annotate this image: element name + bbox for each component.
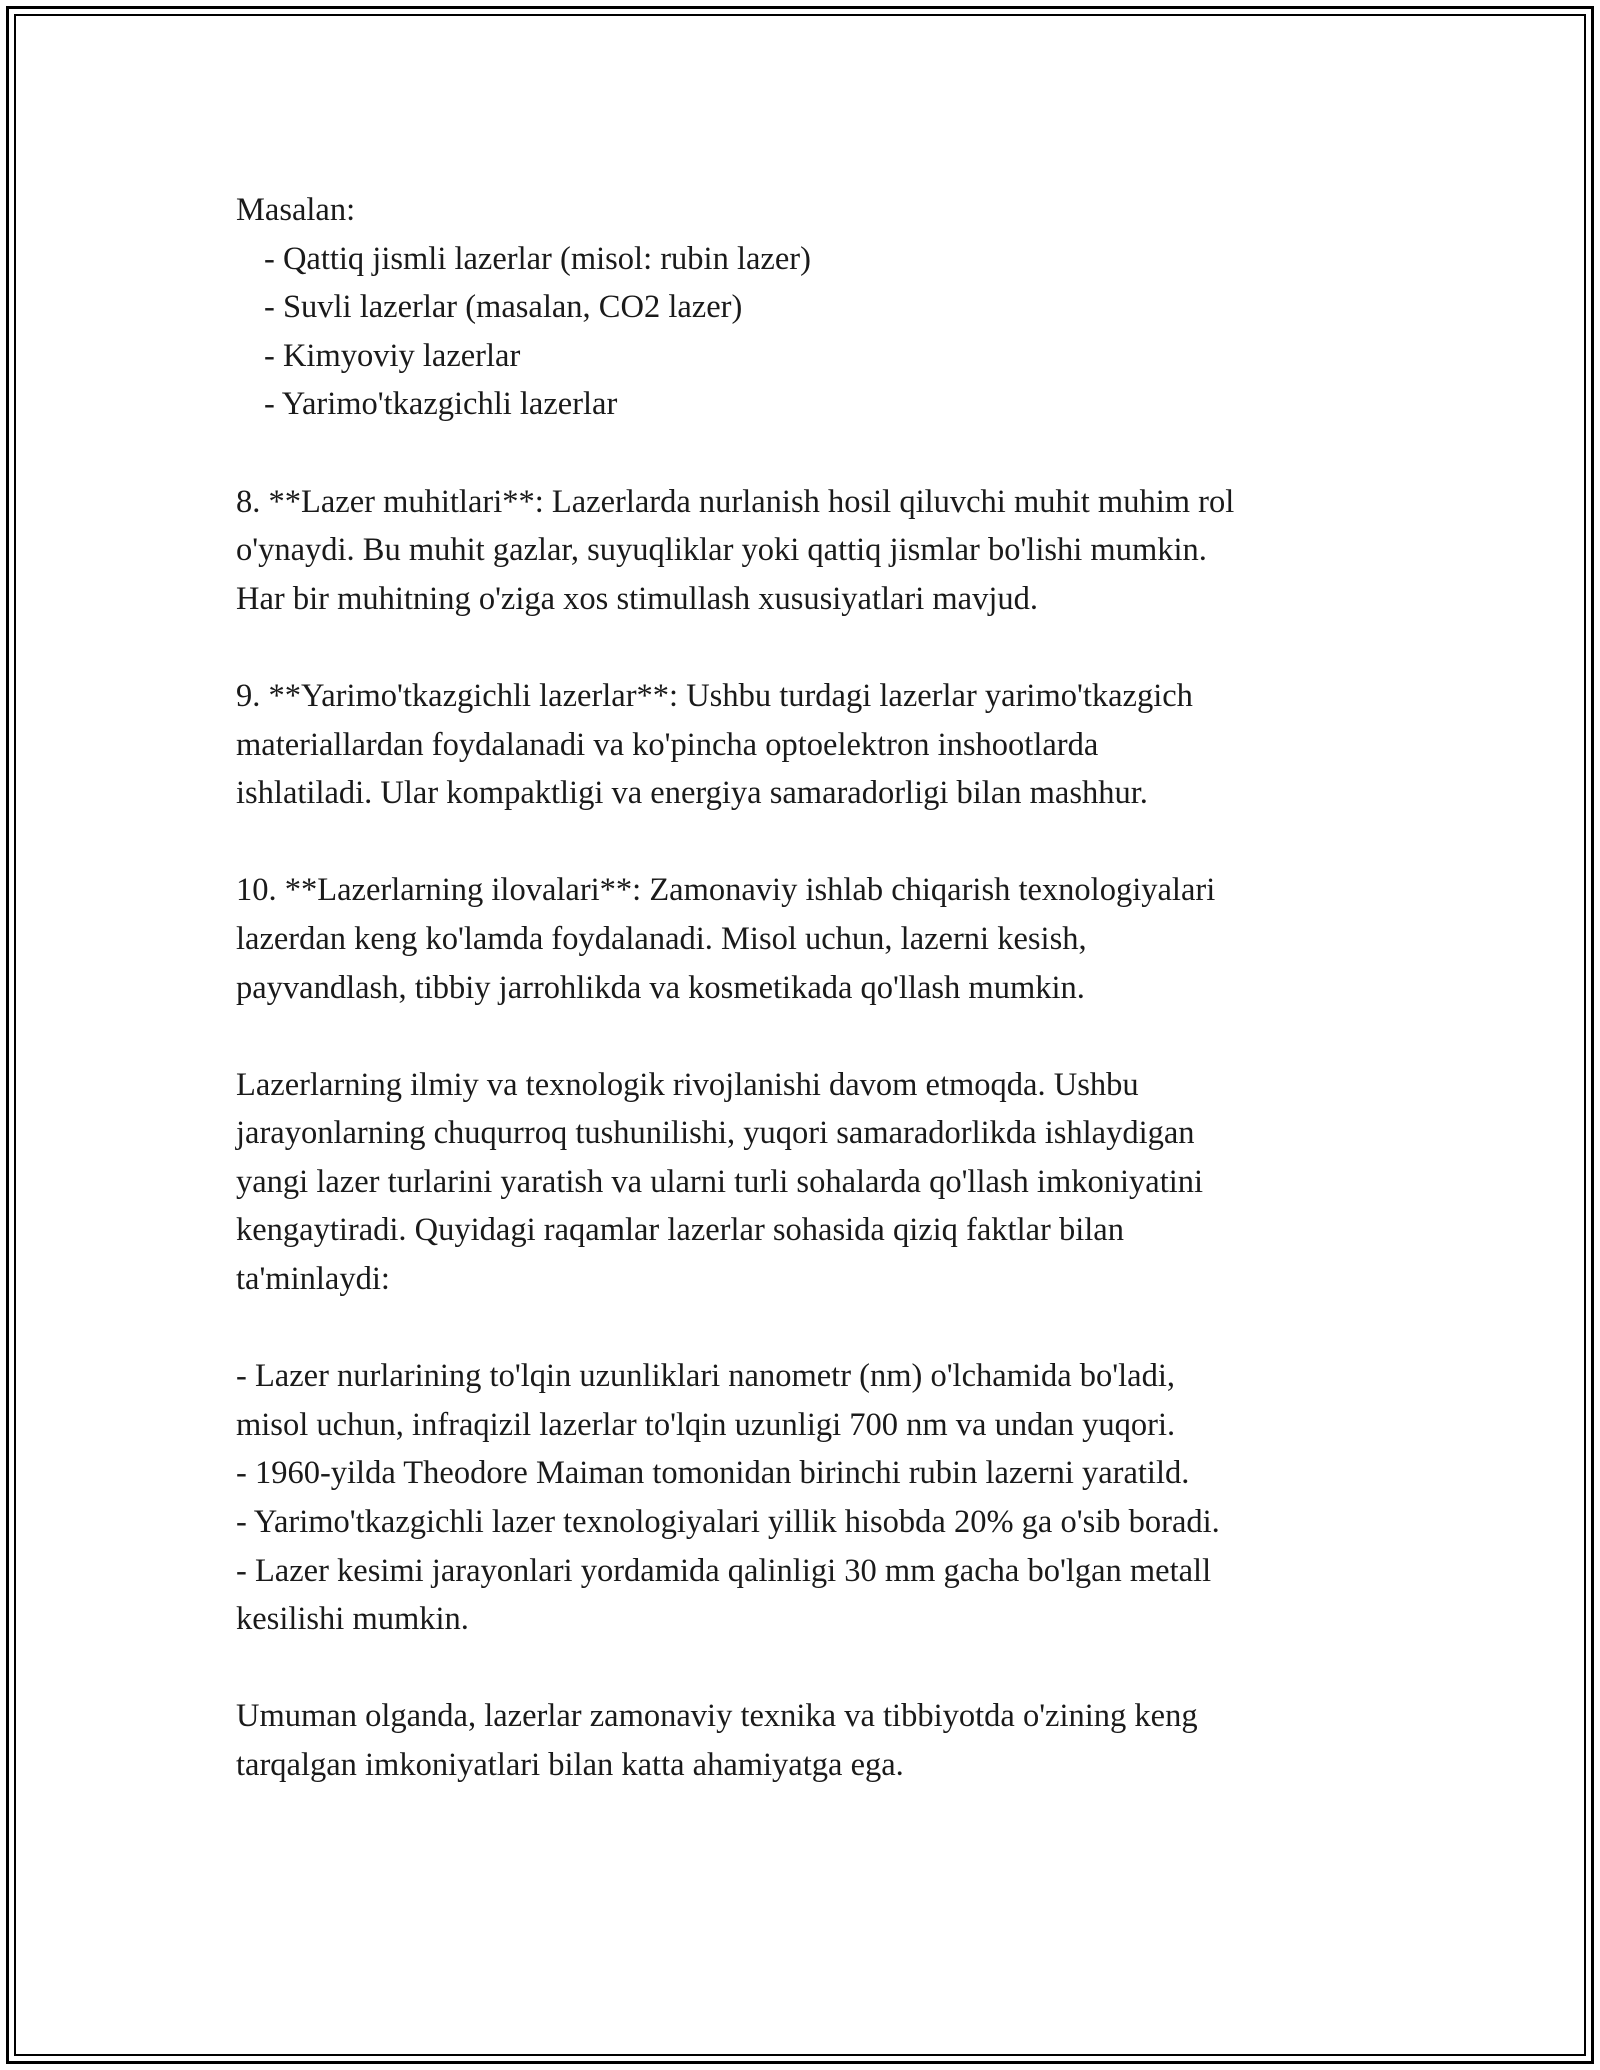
section-10-line: lazerdan keng ko'lamda foydalanadi. Misol uchun, lazerni kesish, bbox=[236, 920, 1087, 957]
development-paragraph-line: yangi lazer turlarini yaratish va ularni turli sohalarda qo'llash imkoniyatini bbox=[236, 1163, 1204, 1200]
conclusion-line: tarqalgan imkoniyatlari bilan katta ahamiyatga ega. bbox=[236, 1747, 904, 1783]
intro-list-item: - Suvli lazerlar (masalan, CO2 lazer) bbox=[264, 289, 743, 326]
fact-line: - 1960-yilda Theodore Maiman tomonidan birinchi rubin lazerni yaratild. bbox=[236, 1455, 1190, 1492]
section-9-line: materiallardan foydalanadi va ko'pincha optoelektron inshootlarda bbox=[236, 726, 1099, 763]
section-8-line: 8. **Lazer muhitlari**: Lazerlarda nurlanish hosil qiluvchi muhit muhim rol bbox=[236, 483, 1235, 520]
section-10-line: payvandlash, tibbiy jarrohlikda va kosmetikada qo'llash mumkin. bbox=[236, 969, 1085, 1006]
fact-line: kesilishi mumkin. bbox=[236, 1601, 469, 1638]
spacer bbox=[236, 1304, 1386, 1353]
spacer bbox=[236, 429, 1386, 478]
intro-heading: Masalan: bbox=[236, 192, 356, 228]
document-body bbox=[236, 186, 1386, 1790]
fact-line: misol uchun, infraqizil lazerlar to'lqin uzunligi 700 nm va undan yuqori. bbox=[236, 1406, 1176, 1443]
spacer bbox=[236, 1012, 1386, 1061]
spacer bbox=[236, 1644, 1386, 1693]
development-paragraph-line: Lazerlarning ilmiy va texnologik rivojlanishi davom etmoqda. Ushbu bbox=[236, 1066, 1139, 1103]
spacer bbox=[236, 818, 1386, 867]
development-paragraph-line: kengaytiradi. Quyidagi raqamlar lazerlar sohasida qiziq faktlar bilan bbox=[236, 1212, 1124, 1249]
fact-line: - Lazer nurlarining to'lqin uzunliklari nanometr (nm) o'lchamida bo'ladi, bbox=[236, 1358, 1176, 1395]
development-paragraph-line: ta'minlaydi: bbox=[236, 1261, 390, 1298]
intro-list-item: - Yarimo'tkazgichli lazerlar bbox=[264, 386, 618, 423]
fact-line: - Lazer kesimi jarayonlari yordamida qalinligi 30 mm gacha bo'lgan metall bbox=[236, 1552, 1212, 1589]
section-8-line: Har bir muhitning o'ziga xos stimullash xususiyatlari mavjud. bbox=[236, 580, 1039, 617]
development-paragraph-line: jarayonlarning chuqurroq tushunilishi, yuqori samaradorlikda ishlaydigan bbox=[236, 1115, 1195, 1152]
intro-list-item: - Qattiq jismli lazerlar (misol: rubin lazer) bbox=[264, 240, 811, 277]
intro-list-item: - Kimyoviy lazerlar bbox=[264, 337, 521, 374]
section-9-line: 9. **Yarimo'tkazgichli lazerlar**: Ushbu turdagi lazerlar yarimo'tkazgich bbox=[236, 677, 1193, 714]
spacer bbox=[236, 623, 1386, 672]
fact-line: - Yarimo'tkazgichli lazer texnologiyalari yillik hisobda 20% ga o'sib boradi. bbox=[236, 1504, 1220, 1541]
section-10-line: 10. **Lazerlarning ilovalari**: Zamonaviy ishlab chiqarish texnologiyalari bbox=[236, 872, 1216, 909]
section-8-line: o'ynaydi. Bu muhit gazlar, suyuqliklar yoki qattiq jismlar bo'lishi mumkin. bbox=[236, 532, 1207, 569]
section-9-line: ishlatiladi. Ular kompaktligi va energiya samaradorligi bilan mashhur. bbox=[236, 775, 1148, 812]
conclusion-line: Umuman olganda, lazerlar zamonaviy texnika va tibbiyotda o'zining keng bbox=[236, 1698, 1198, 1735]
